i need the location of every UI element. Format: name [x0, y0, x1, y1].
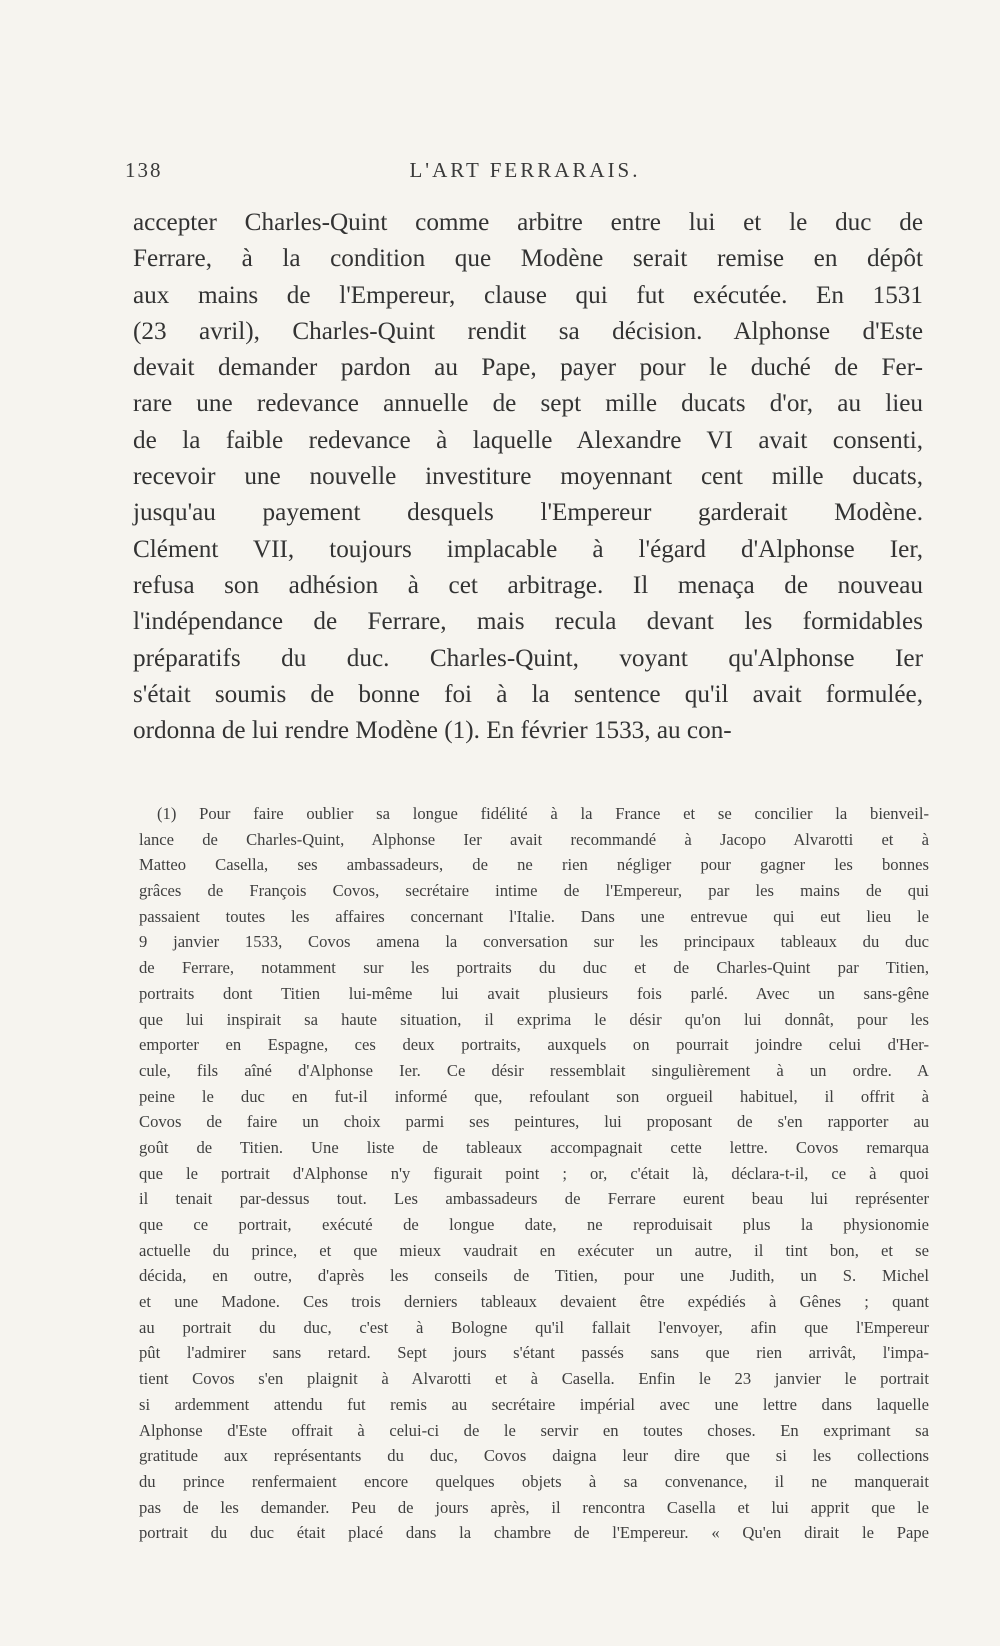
footnote-line: au portrait du duc, c'est à Bologne qu'il fallait l'envoyer, afin que l'Empereur: [139, 1317, 929, 1337]
footnote-line: si ardemment attendu fut remis au secrétaire impérial avec une lettre dans laquelle: [139, 1394, 929, 1414]
footnote-line: il tenait par-dessus tout. Les ambassadeurs de Ferrare eurent beau lui représenter: [139, 1189, 929, 1209]
footnote-line: goût de Titien. Une liste de tableaux accompagnait cette lettre. Covos remarqua: [139, 1137, 929, 1157]
body-line: aux mains de l'Empereur, clause qui fut exécutée. En 1531: [133, 281, 923, 309]
body-line: Ferrare, à la condition que Modène serait remise en dépôt: [133, 245, 923, 273]
footnote-line: que le portrait d'Alphonse n'y figurait point ; or, c'était là, déclara-t-il, ce à quoi: [139, 1163, 929, 1183]
footnote-line: que lui inspirait sa haute situation, il exprima le désir qu'on lui donnât, pour les: [139, 1009, 929, 1029]
body-line: s'était soumis de bonne foi à la sentence qu'il avait formulée,: [133, 680, 923, 708]
body-line: refusa son adhésion à cet arbitrage. Il menaça de nouveau: [133, 571, 923, 599]
footnote-line: Alphonse d'Este offrait à celui-ci de le servir en toutes choses. En exprimant sa: [139, 1420, 929, 1440]
footnote-line: lance de Charles-Quint, Alphonse Ier avait recommandé à Jacopo Alvarotti et à: [139, 829, 929, 849]
body-line: devait demander pardon au Pape, payer pour le duché de Fer-: [133, 354, 923, 382]
body-line: recevoir une nouvelle investiture moyennant cent mille ducats,: [133, 463, 923, 491]
body-line: (23 avril), Charles-Quint rendit sa décision. Alphonse d'Este: [133, 317, 923, 345]
body-line: de la faible redevance à laquelle Alexandre VI avait consenti,: [133, 426, 923, 454]
footnote-line: du prince renfermaient encore quelques objets à sa convenance, il ne manquerait: [139, 1471, 929, 1491]
body-line: rare une redevance annuelle de sept mille ducats d'or, au lieu: [133, 390, 923, 418]
footnote-line: grâces de François Covos, secrétaire intime de l'Empereur, par les mains de qui: [139, 881, 929, 901]
footnote-line: actuelle du prince, et que mieux vaudrait en exécuter un autre, il tint bon, et se: [139, 1240, 929, 1260]
footnote-line: (1) Pour faire oublier sa longue fidélité à la France et se concilier la bienveil-: [157, 804, 929, 823]
footnote-line: que ce portrait, exécuté de longue date, ne reproduisait plus la physionomie: [139, 1215, 929, 1234]
body-line: jusqu'au payement desquels l'Empereur garderait Modène.: [133, 499, 923, 527]
body-line: l'indépendance de Ferrare, mais recula devant les formidables: [133, 608, 923, 636]
page-header: [125, 158, 925, 188]
footnote-line: Matteo Casella, ses ambassadeurs, de ne rien négliger pour gagner les bonnes: [139, 855, 929, 875]
footnote-line: Covos de faire un choix parmi ses peintures, lui proposant de s'en rapporter au: [139, 1112, 929, 1132]
footnote-line: passaient toutes les affaires concernant l'Italie. Dans une entrevue qui eut lieu le: [139, 906, 929, 926]
footnote-line: peine le duc en fut-il informé que, refoulant son orgueil habituel, il offrit à: [139, 1086, 929, 1106]
footnote-line: 9 janvier 1533, Covos amena la conversation sur les principaux tableaux du duc: [139, 932, 929, 952]
body-line: Clément VII, toujours implacable à l'égard d'Alphonse Ier,: [133, 535, 923, 563]
footnote-line: pût l'admirer sans retard. Sept jours s'étant passés sans que rien arrivât, l'impa-: [139, 1343, 929, 1363]
running-title: L'ART FERRARAIS.: [409, 158, 641, 182]
footnote-line: de Ferrare, notamment sur les portraits du duc et de Charles-Quint par Titien,: [139, 958, 929, 978]
body-line: préparatifs du duc. Charles-Quint, voyant qu'Alphonse Ier: [133, 644, 923, 672]
footnote-line: gratitude aux représentants du duc, Covos daigna leur dire que si les collections: [139, 1446, 929, 1466]
footnote-line: cule, fils aîné d'Alphonse Ier. Ce désir ressemblait singulièrement à un ordre. A: [139, 1060, 929, 1080]
page-number: 138: [125, 158, 163, 182]
main-text: [133, 205, 923, 749]
footnote-line: et une Madone. Ces trois derniers tableaux devaient être expédiés à Gênes ; quant: [139, 1292, 929, 1312]
footnote-line: décida, en outre, d'après les conseils de Titien, pour une Judith, un S. Michel: [139, 1266, 929, 1286]
footnote-line: portraits dont Titien lui-même lui avait plusieurs fois parlé. Avec un sans-gêne: [139, 983, 929, 1003]
footnote-block: [139, 801, 929, 1546]
footnote-line: tient Covos s'en plaignit à Alvarotti et à Casella. Enfin le 23 janvier le portrait: [139, 1369, 929, 1389]
footnote-line: portrait du duc était placé dans la chambre de l'Empereur. « Qu'en dirait le Pape: [139, 1523, 929, 1543]
footnote-line: emporter en Espagne, ces deux portraits, auxquels on pourrait joindre celui d'Her-: [139, 1035, 929, 1055]
footnote-line: pas de les demander. Peu de jours après, il rencontra Casella et lui apprit que le: [139, 1497, 929, 1517]
body-line: ordonna de lui rendre Modène (1). En février 1533, au con-: [133, 717, 732, 745]
body-line: accepter Charles-Quint comme arbitre entre lui et le duc de: [133, 209, 923, 236]
